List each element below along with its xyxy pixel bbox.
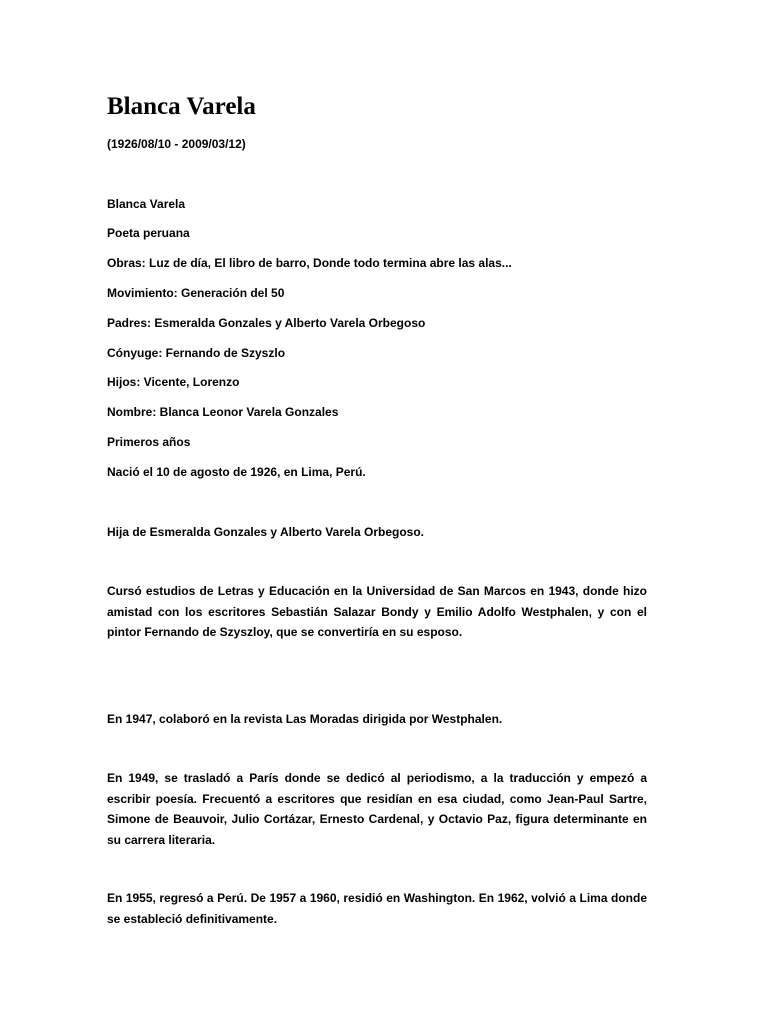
paragraph-1949: En 1949, se trasladó a París donde se dedicó al periodismo, a la traducción y empezó a escribir poesía. Frecuentó a escritores que residían en esa ciudad, como Jean-Paul Sartre, Simone de Beauvoir, Julio Cortázar, Ernesto Cardenal, y Octavio Paz, figura determinante en su carrera literaria.	[107, 771, 647, 847]
fact-children: Hijos: Vicente, Lorenzo	[107, 375, 240, 389]
paragraph-1955: En 1955, regresó a Perú. De 1957 a 1960, residió en Washington. En 1962, volvió a Lima donde se estableció definitivamente.	[107, 891, 647, 926]
fact-works: Obras: Luz de día, El libro de barro, Donde todo termina abre las alas...	[107, 256, 512, 270]
fact-occupation: Poeta peruana	[107, 226, 190, 240]
fact-movement: Movimiento: Generación del 50	[107, 286, 285, 300]
fact-parents: Padres: Esmeralda Gonzales y Alberto Varela Orbegoso	[107, 316, 426, 330]
paragraph-studies: Cursó estudios de Letras y Educación en la Universidad de San Marcos en 1943, donde hizo amistad con los escritores Sebastián Salazar Bondy y Emilio Adolfo Westphalen, y con el pintor Fernando de Szyszloy, que se convertiría en su esposo.	[107, 584, 647, 639]
page-title: Blanca Varela	[107, 93, 256, 120]
fact-full-name: Nombre: Blanca Leonor Varela Gonzales	[107, 405, 339, 419]
paragraph-parents: Hija de Esmeralda Gonzales y Alberto Varela Orbegoso.	[107, 525, 425, 539]
fact-name: Blanca Varela	[107, 197, 186, 211]
section-heading-early-years: Primeros años	[107, 435, 191, 449]
fact-spouse: Cónyuge: Fernando de Szyszlo	[107, 346, 286, 360]
fact-birth: Nació el 10 de agosto de 1926, en Lima, Perú.	[107, 465, 366, 479]
paragraph-1947: En 1947, colaboró en la revista Las Moradas dirigida por Westphalen.	[107, 712, 503, 726]
lifespan-dates: (1926/08/10 - 2009/03/12)	[107, 137, 246, 151]
